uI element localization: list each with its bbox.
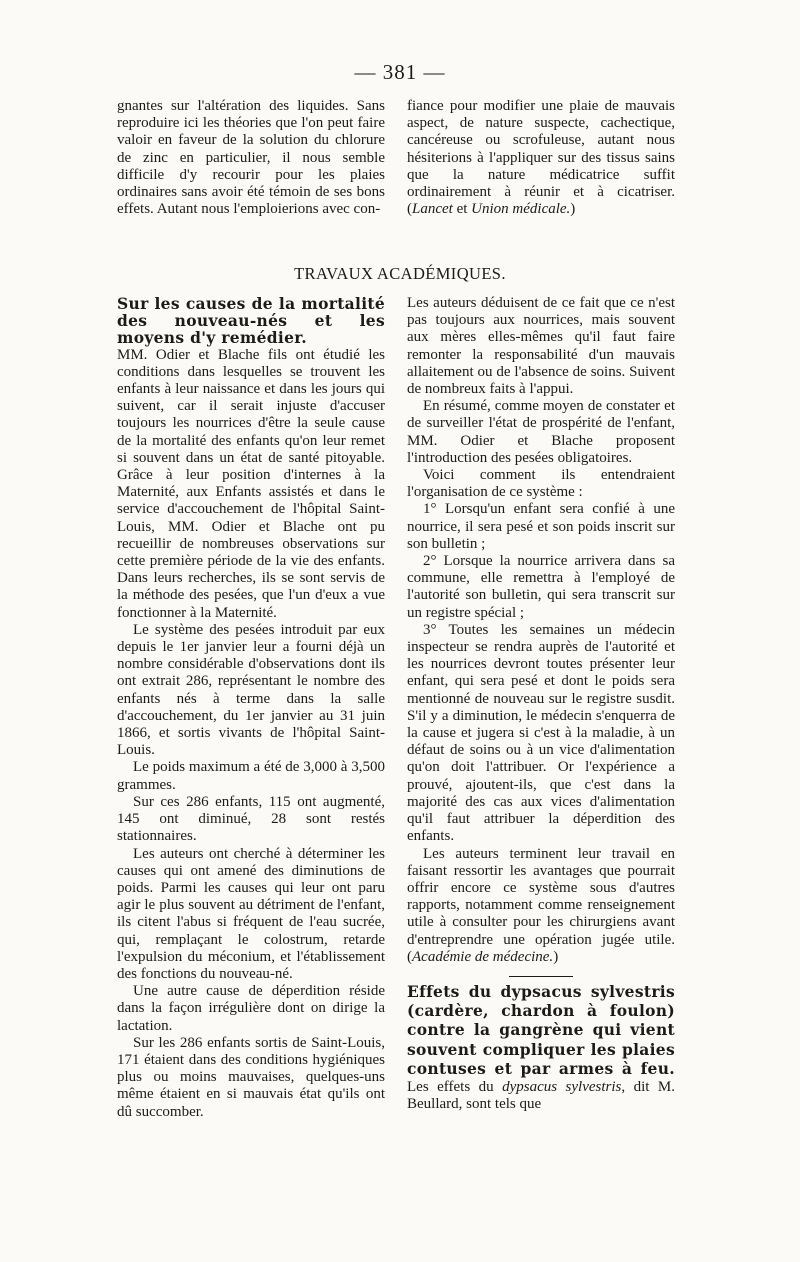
article2-title: Effets du dypsacus sylvestris (cardère, chardon à foulon) contre la gangrène qui vient souvent compliquer les plaies contuses et par armes à feu. xyxy=(407,981,675,1078)
source-connector: et xyxy=(452,201,472,218)
source-union-medicale: Union médicale. xyxy=(471,201,571,218)
article1-paragraph: Voici comment ils entendraient l'organisation de ce système : xyxy=(407,467,675,501)
article2-text: Les effets du xyxy=(407,1078,503,1095)
article1-paragraph: 3° Toutes les semaines un médecin inspecteur se rendra auprès de l'autorité et les nourrices devront toutes présenter leur enfant, qui sera pesé et dont le poids sera mentionné de nouveau sur le registre susdit. S'il y a diminution, le médecin s'enquerra de la cause et jugera si c'est à la maladie, à un défaut de soins ou à un vice d'alimentation qu'on doit l'attribuer. Or l'expérience a prouvé, ajoutent-ils, que c'est dans la majorité des cas aux vices d'alimentation qu'il faut attribuer la déperdition des enfants. xyxy=(407,621,675,845)
article1-paragraph: Sur les 286 enfants sortis de Saint-Louis, 171 étaient dans des conditions hygiéniques plus ou moins mauvaises, quelques-uns même étaient en si mauvais état qu'ils ont dû succomber. xyxy=(117,1034,385,1120)
top-left-column xyxy=(117,98,385,218)
article1-title: Sur les causes de la mortalité des nouveau-nés et les moyens d'y remédier. xyxy=(117,294,385,348)
article1-paragraph: En résumé, comme moyen de constater et de surveiller l'état de prospérité de l'enfant, MM. Odier et Blache proposent l'introduction des pesées obligatoires. xyxy=(407,398,675,466)
source-lancet: Lancet xyxy=(412,201,453,218)
article1-closing-text: Les auteurs terminent leur travail en faisant ressortir les avantages que pourrait offrir encore ce système sous d'autres rapports, notamment comme renseignement utile à consulter pour les chirurgiens avant d'entreprendre une opération jugée utile. ( xyxy=(407,845,675,965)
top-right-column xyxy=(407,98,675,218)
article1-paragraph: Les auteurs ont cherché à déterminer les causes qui ont amené des diminutions de poids. Parmi les causes qui leur ont paru agir le plus souvent au détriment de l'enfant, ils citent l'abus si fréquent de l'eau sucrée, qui, remplaçant le colostrum, retarde l'expulsion du méconium, et l'établissement des fonctions du nouveau-né. xyxy=(117,845,385,982)
article2-text: , dit M. Beullard, sont tels que xyxy=(407,1078,675,1113)
article1-paragraph: 2° Lorsque la nourrice arrivera dans sa commune, elle remettra à l'employé de l'autorité son bulletin, qui sera transcrit sur un registre spécial ; xyxy=(407,553,675,621)
article1-paragraph: Sur ces 286 enfants, 115 ont augmenté, 145 ont diminué, 28 sont restés stationnaires. xyxy=(117,793,385,845)
source-academie: Académie de médecine. xyxy=(412,948,554,965)
article1-paragraph: MM. Odier et Blache fils ont étudié les conditions dans lesquelles se trouvent les enfants à leur naissance et dans les jours qui suivent, car il serait injuste d'accuser toujours les nourrices d'être la seule cause de la mortalité des enfants qu'on leur remet si souvent dans un état de santé pitoyable. Grâce à leur position d'internes à la Maternité, aux Enfants assistés et dans le service d'accouchement de l'hôpital Saint-Louis, MM. Odier et Blache ont pu recueillir de nombreuses observations sur cette première période de la vie des enfants. Dans leurs recherches, ils se sont servis de la méthode des pesées, que l'un d'eux a vue fonctionner à la Maternité. xyxy=(117,346,385,621)
article1-paragraph: Le poids maximum a été de 3,000 à 3,500 grammes. xyxy=(117,759,385,793)
top-left-paragraph: gnantes sur l'altération des liquides. Sans reproduire ici les théories que l'on peut faire valoir en faveur de la solution du chlorure de zinc en particulier, il nous semble difficile d'y recourir pour les plaies ordinaires sans avoir été témoin de ses bons effets. Autant nous l'emploierions avec con- xyxy=(117,98,385,218)
source-close: ) xyxy=(553,948,559,965)
article2-paragraph xyxy=(407,983,675,1113)
article1-left-column xyxy=(117,295,385,1121)
section-divider xyxy=(509,976,573,977)
article1-paragraph: 1° Lorsqu'un enfant sera confié à une nourrice, il sera pesé et son poids inscrit sur son bulletin ; xyxy=(407,501,675,552)
article1-paragraph: Les auteurs déduisent de ce fait que ce n'est pas toujours aux nourrices, mais souvent aux mères elles-mêmes qu'il faut faire remonter la responsabilité d'un mauvais allaitement ou de l'absence de soins. Suivent de nombreux faits à l'appui. xyxy=(407,295,675,398)
source-close: ) xyxy=(570,201,576,218)
top-right-paragraph xyxy=(407,98,675,218)
article1-paragraph: Une autre cause de déperdition réside dans la façon irrégulière dont on dirige la lactation. xyxy=(117,983,385,1034)
article1-closing-paragraph xyxy=(407,846,675,966)
article2-species: dypsacus sylvestris xyxy=(502,1078,622,1095)
section-title: TRAVAUX ACADÉMIQUES. xyxy=(294,264,506,283)
article1-right-column xyxy=(407,295,675,1113)
page-number: — 381 — xyxy=(354,60,446,84)
top-right-text: fiance pour modifier une plaie de mauvais aspect, de nature suspecte, cachectique, cancéreuse ou scrofuleuse, autant nous hésiterions à l'appliquer sur des tissus sains que la nature médicatrice suffit ordinairement à réunir et à cicatriser. ( xyxy=(407,98,675,218)
article1-paragraph: Le système des pesées introduit par eux depuis le 1er janvier leur a fourni déjà un nombre considérable d'observations dont ils ont extrait 286, représentant le nombre des enfants nés à terme dans la salle d'accouchement, du 1er janvier au 31 juin 1866, et sortis vivants de l'hôpital Saint-Louis. xyxy=(117,621,385,759)
